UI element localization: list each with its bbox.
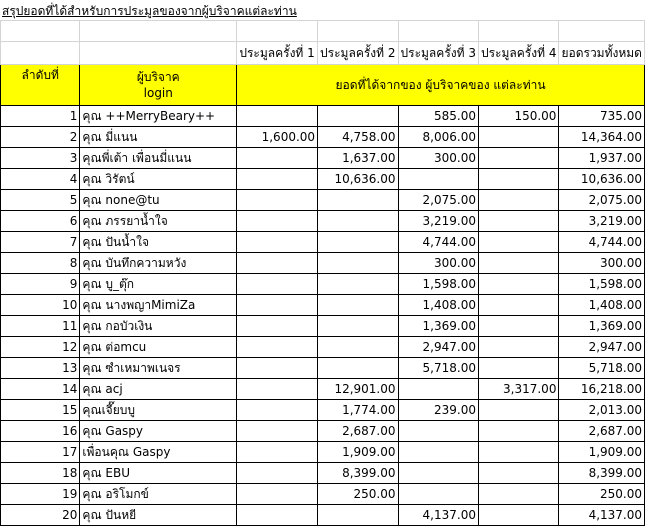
total-cell[interactable]: 10,636.00 (559, 169, 645, 190)
table-row (1, 337, 645, 358)
total-cell[interactable]: 1,909.00 (559, 442, 645, 463)
donor-name-cell[interactable]: คุณ Gaspy (80, 421, 237, 442)
donor-name-cell[interactable]: คุณ อริโมกข์ (80, 484, 237, 505)
row-number-cell[interactable]: 6 (1, 211, 80, 232)
total-cell[interactable]: 300.00 (559, 253, 645, 274)
period-3-cell[interactable]: 5,718.00 (398, 358, 478, 379)
row-number-cell[interactable]: 3 (1, 148, 80, 169)
period-1-cell[interactable] (237, 316, 318, 337)
row-number-cell[interactable]: 19 (1, 484, 80, 505)
period-3-cell[interactable] (398, 463, 478, 484)
period-3-cell[interactable] (398, 379, 478, 400)
row-number-cell[interactable]: 13 (1, 358, 80, 379)
row-number-cell[interactable]: 2 (1, 127, 80, 148)
table-row (1, 127, 645, 148)
table-row (1, 232, 645, 253)
total-cell[interactable]: 2,075.00 (559, 190, 645, 211)
period-2-cell[interactable] (318, 316, 398, 337)
row-number-cell[interactable]: 9 (1, 274, 80, 295)
donor-name-cell[interactable]: คุณ วิรัตน์ (80, 169, 237, 190)
total-cell[interactable]: 16,218.00 (559, 379, 645, 400)
period-2-cell[interactable]: 12,901.00 (318, 379, 398, 400)
donor-header-line2: login (143, 86, 173, 100)
row-number-cell[interactable]: 1 (1, 106, 80, 127)
total-cell[interactable]: 250.00 (559, 484, 645, 505)
period-1-cell[interactable] (237, 106, 318, 127)
period-1-cell[interactable] (237, 253, 318, 274)
row-number-cell[interactable]: 15 (1, 400, 80, 421)
period-4-cell[interactable] (478, 211, 558, 232)
total-cell[interactable]: 1,598.00 (559, 274, 645, 295)
period-3-cell[interactable]: 4,137.00 (398, 505, 478, 526)
total-cell[interactable]: 1,937.00 (559, 148, 645, 169)
period-2-cell[interactable] (318, 505, 398, 526)
period-1-cell[interactable] (237, 400, 318, 421)
period-2-cell[interactable] (318, 295, 398, 316)
period-2-cell[interactable]: 1,637.00 (318, 148, 398, 169)
total-header: ยอดรวมทั้งหมด (559, 42, 645, 65)
donor-name-cell[interactable]: คุณ นางพญาMimiZa (80, 295, 237, 316)
period-3-cell[interactable]: 3,219.00 (398, 211, 478, 232)
period-3-cell[interactable] (398, 421, 478, 442)
period-1-cell[interactable] (237, 211, 318, 232)
total-cell[interactable]: 1,369.00 (559, 316, 645, 337)
period-2-cell[interactable] (318, 274, 398, 295)
donor-header (80, 65, 237, 106)
table-row (1, 274, 645, 295)
donor-name-cell[interactable]: คุณ ++MerryBeary++ (80, 106, 237, 127)
period-4-cell[interactable]: 3,317.00 (478, 379, 558, 400)
period-3-cell[interactable]: 300.00 (398, 148, 478, 169)
row-number-cell[interactable]: 16 (1, 421, 80, 442)
total-cell[interactable]: 14,364.00 (559, 127, 645, 148)
donor-name-cell[interactable]: เพื่อนคุณ Gaspy (80, 442, 237, 463)
period-3-cell[interactable]: 585.00 (398, 106, 478, 127)
table-row (1, 358, 645, 379)
sheet-title: สรุปยอดที่ได้สำหรับการประมูลของจากผู้บริจาคแต่ละท่าน (2, 4, 297, 18)
row-number-cell[interactable]: 17 (1, 442, 80, 463)
table-row (1, 211, 645, 232)
period-4-cell[interactable] (478, 127, 558, 148)
row-number-cell[interactable]: 12 (1, 337, 80, 358)
total-cell[interactable]: 2,013.00 (559, 400, 645, 421)
period-3-cell[interactable] (398, 442, 478, 463)
donor-name-cell[interactable]: คุณ none@tu (80, 190, 237, 211)
period-4-cell[interactable] (478, 421, 558, 442)
period-2-cell[interactable]: 1,774.00 (318, 400, 398, 421)
table-row (1, 106, 645, 127)
table-row (1, 169, 645, 190)
period-4-header: ประมูลครั้งที่ 4 (478, 42, 558, 65)
period-3-cell[interactable]: 239.00 (398, 400, 478, 421)
period-2-cell[interactable]: 1,909.00 (318, 442, 398, 463)
period-3-header: ประมูลครั้งที่ 3 (398, 42, 478, 65)
period-header-row (1, 42, 645, 65)
period-2-cell[interactable] (318, 106, 398, 127)
donor-name-cell[interactable]: คุณ บู_ตุ๊ก (80, 274, 237, 295)
donor-name-cell[interactable]: คุณ กอบัวเงิน (80, 316, 237, 337)
period-4-cell[interactable] (478, 316, 558, 337)
table-row (1, 316, 645, 337)
period-4-cell[interactable] (478, 400, 558, 421)
table-row (1, 379, 645, 400)
table-row (1, 421, 645, 442)
table-row (1, 148, 645, 169)
period-2-cell[interactable] (318, 358, 398, 379)
period-4-cell[interactable] (478, 148, 558, 169)
donation-table (0, 20, 645, 526)
period-1-cell[interactable] (237, 358, 318, 379)
row-number-cell[interactable]: 4 (1, 169, 80, 190)
table-row (1, 463, 645, 484)
period-4-cell[interactable] (478, 505, 558, 526)
period-4-cell[interactable] (478, 463, 558, 484)
period-1-cell[interactable] (237, 379, 318, 400)
row-number-cell[interactable]: 5 (1, 190, 80, 211)
period-4-cell[interactable] (478, 358, 558, 379)
table-row (1, 400, 645, 421)
table-row (1, 505, 645, 526)
total-cell[interactable]: 2,687.00 (559, 421, 645, 442)
column-header-row (1, 65, 645, 106)
period-1-cell[interactable] (237, 337, 318, 358)
donor-name-cell[interactable]: คุณพี่เต้า เพื่อนมี่แนน (80, 148, 237, 169)
donor-name-cell[interactable]: คุณ ต่อmcu (80, 337, 237, 358)
row-number-cell[interactable]: 11 (1, 316, 80, 337)
total-cell[interactable]: 1,408.00 (559, 295, 645, 316)
total-cell[interactable]: 4,744.00 (559, 232, 645, 253)
table-row (1, 295, 645, 316)
period-4-cell[interactable] (478, 484, 558, 505)
period-2-cell[interactable] (318, 253, 398, 274)
donor-name-cell[interactable]: คุณ ปันน้ำใจ (80, 232, 237, 253)
row-number-cell[interactable]: 10 (1, 295, 80, 316)
period-3-cell[interactable]: 2,947.00 (398, 337, 478, 358)
period-1-cell[interactable] (237, 274, 318, 295)
total-cell[interactable]: 2,947.00 (559, 337, 645, 358)
total-cell[interactable]: 735.00 (559, 106, 645, 127)
row-number-cell[interactable]: 8 (1, 253, 80, 274)
total-cell[interactable]: 4,137.00 (559, 505, 645, 526)
period-1-cell[interactable] (237, 505, 318, 526)
donor-header-line1: ผู้บริจาค (136, 70, 180, 84)
donor-name-cell[interactable]: คุณ ซำเหมาพเนจร (80, 358, 237, 379)
period-2-cell[interactable]: 4,758.00 (318, 127, 398, 148)
period-2-cell[interactable]: 8,399.00 (318, 463, 398, 484)
period-1-cell[interactable] (237, 421, 318, 442)
no-header: ลำดับที่ (1, 65, 80, 106)
donor-name-cell[interactable]: คุณ บันทึกความหวัง (80, 253, 237, 274)
period-2-header: ประมูลครั้งที่ 2 (318, 42, 398, 65)
row-number-cell[interactable]: 18 (1, 463, 80, 484)
period-3-cell[interactable]: 4,744.00 (398, 232, 478, 253)
total-cell[interactable]: 5,718.00 (559, 358, 645, 379)
donor-name-cell[interactable]: คุณ EBU (80, 463, 237, 484)
period-2-cell[interactable] (318, 211, 398, 232)
period-1-cell[interactable] (237, 463, 318, 484)
donor-name-cell[interactable]: คุณ ภรรยาน้ำใจ (80, 211, 237, 232)
donor-name-cell[interactable]: คุณ ปันหยี (80, 505, 237, 526)
period-3-cell[interactable]: 1,408.00 (398, 295, 478, 316)
period-4-cell[interactable] (478, 169, 558, 190)
period-1-cell[interactable] (237, 169, 318, 190)
period-3-cell[interactable]: 8,006.00 (398, 127, 478, 148)
table-row (1, 484, 645, 505)
period-3-cell[interactable]: 300.00 (398, 253, 478, 274)
donor-name-cell[interactable]: คุณ มี่แนน (80, 127, 237, 148)
period-1-cell[interactable] (237, 190, 318, 211)
amount-header: ยอดที่ได้จากของ ผู้บริจาคของ แต่ละท่าน (237, 65, 645, 106)
total-cell[interactable]: 8,399.00 (559, 463, 645, 484)
period-1-cell[interactable] (237, 232, 318, 253)
period-1-cell[interactable] (237, 442, 318, 463)
period-1-header: ประมูลครั้งที่ 1 (237, 42, 318, 65)
period-1-cell[interactable]: 1,600.00 (237, 127, 318, 148)
period-4-cell[interactable] (478, 274, 558, 295)
period-3-cell[interactable]: 1,598.00 (398, 274, 478, 295)
table-row (1, 253, 645, 274)
table-row (1, 442, 645, 463)
period-3-cell[interactable] (398, 169, 478, 190)
period-4-cell[interactable] (478, 232, 558, 253)
period-4-cell[interactable] (478, 442, 558, 463)
blank-row (1, 21, 645, 42)
period-1-cell[interactable] (237, 295, 318, 316)
row-number-cell[interactable]: 14 (1, 379, 80, 400)
period-2-cell[interactable] (318, 337, 398, 358)
period-2-cell[interactable] (318, 190, 398, 211)
period-2-cell[interactable]: 250.00 (318, 484, 398, 505)
row-number-cell[interactable]: 20 (1, 505, 80, 526)
period-4-cell[interactable] (478, 337, 558, 358)
donor-name-cell[interactable]: คุณเจี๊ยบบู (80, 400, 237, 421)
period-2-cell[interactable] (318, 232, 398, 253)
period-1-cell[interactable] (237, 148, 318, 169)
row-number-cell[interactable]: 7 (1, 232, 80, 253)
period-2-cell[interactable]: 2,687.00 (318, 421, 398, 442)
period-3-cell[interactable] (398, 484, 478, 505)
period-1-cell[interactable] (237, 484, 318, 505)
period-3-cell[interactable]: 2,075.00 (398, 190, 478, 211)
total-cell[interactable]: 3,219.00 (559, 211, 645, 232)
period-3-cell[interactable]: 1,369.00 (398, 316, 478, 337)
donor-name-cell[interactable]: คุณ acj (80, 379, 237, 400)
period-2-cell[interactable]: 10,636.00 (318, 169, 398, 190)
period-4-cell[interactable] (478, 253, 558, 274)
period-4-cell[interactable]: 150.00 (478, 106, 558, 127)
table-row (1, 190, 645, 211)
period-4-cell[interactable] (478, 190, 558, 211)
period-4-cell[interactable] (478, 295, 558, 316)
